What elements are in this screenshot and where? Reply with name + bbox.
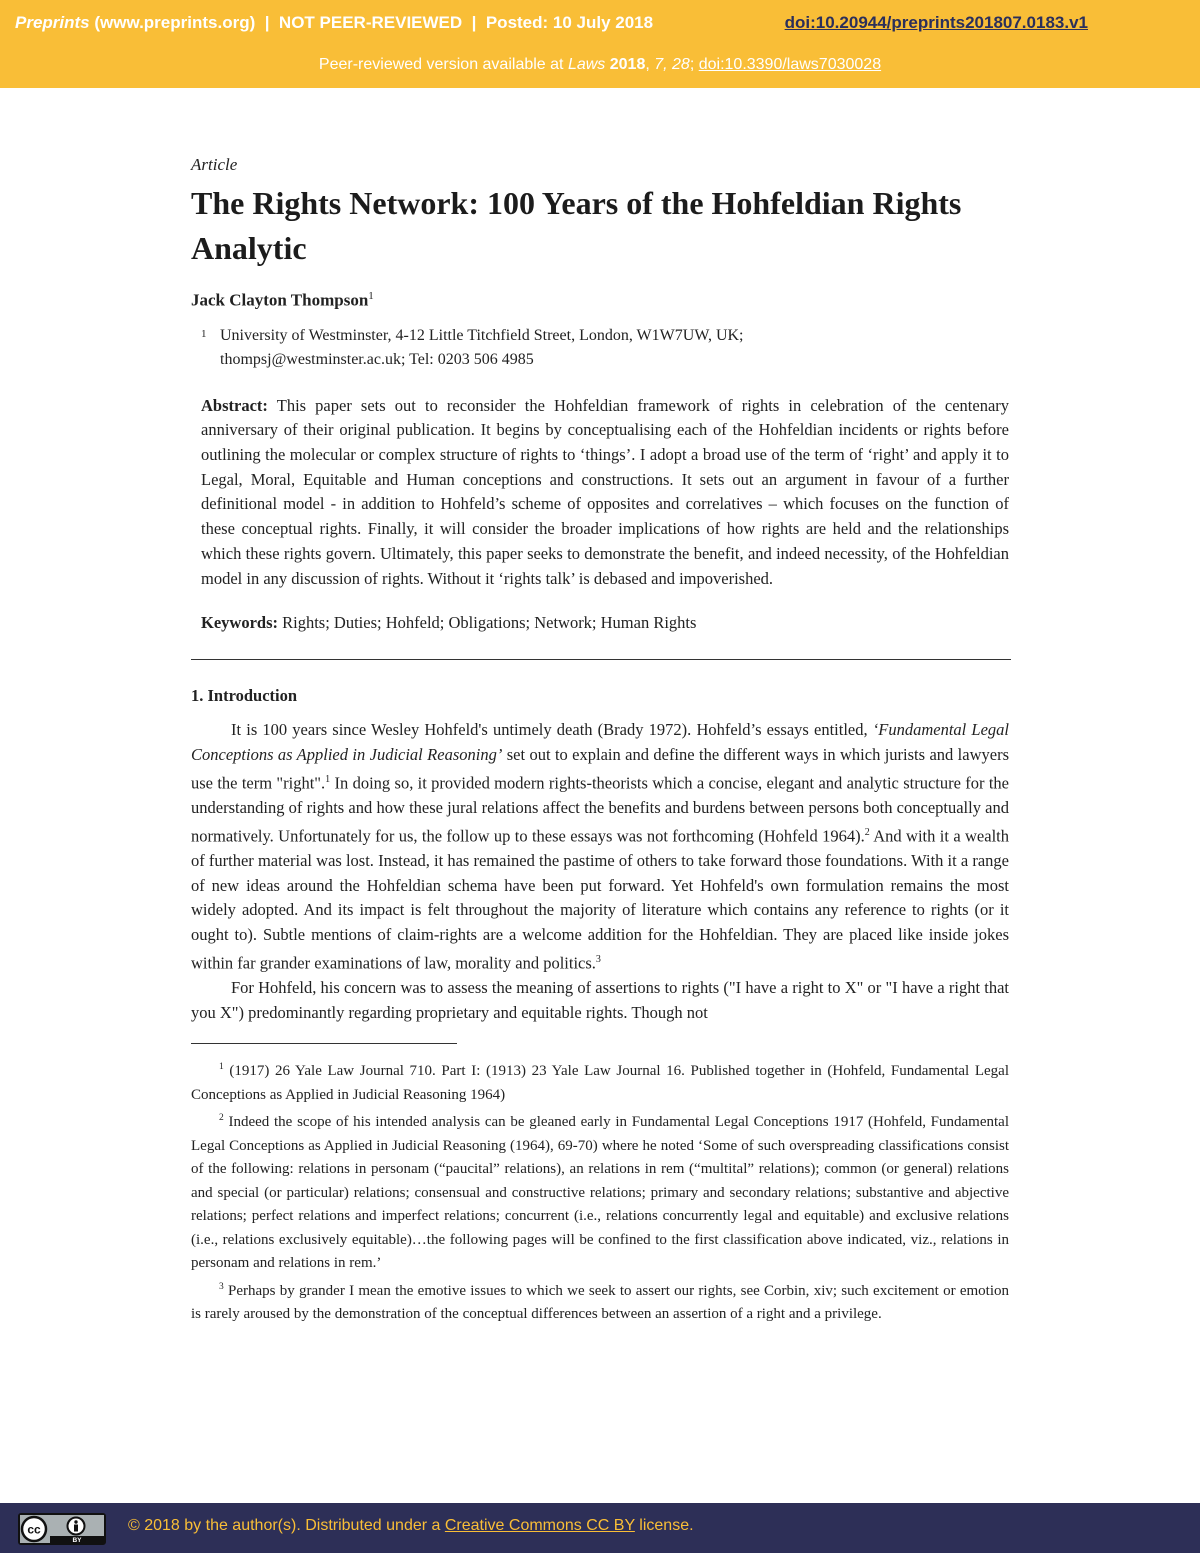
- affiliation-number: 1: [201, 327, 207, 340]
- abstract-text: This paper sets out to reconsider the Hohfeldian framework of rights in celebration of the centenary anniversary of their original publication. It begins by conceptualising each of the Hohfeldian incidents or rights before outlining the molecular or complex structure of rights to ‘things’. I adopt a broad use of the term of ‘right’ and apply it to Legal, Moral, Equitable and Human conceptions and constructions. It sets out an argument in favour of a further definitional model - in addition to Hohfeld’s scheme of opposites and correlatives – which focuses on the function of these conceptual rights. Finally, it will consider the broader implications of how rights are held and the relationships which these rights govern. Ultimately, this paper seeks to demonstrate the benefit, and indeed necessity, of the Hohfeldian model in any discussion of rights. Without it ‘rights talk’ is debased and impoverished.: [201, 395, 1010, 588]
- author-affil-marker: 1: [368, 290, 374, 302]
- preprints-site-link[interactable]: (www.preprints.org): [94, 13, 256, 32]
- preprint-doi-link[interactable]: doi:10.20944/preprints201807.0183.v1: [784, 13, 1088, 32]
- abstract: [201, 394, 1009, 592]
- journal-doi-link[interactable]: doi:10.3390/laws7030028: [698, 56, 882, 73]
- creative-commons-by-icon[interactable]: [18, 1513, 106, 1545]
- header-separator: |: [471, 13, 477, 32]
- review-status: NOT PEER-REVIEWED: [278, 13, 463, 32]
- header-separator: |: [264, 13, 270, 32]
- license-footer-bar: [0, 1503, 1200, 1553]
- section-divider: [191, 659, 1011, 660]
- footnote-ref[interactable]: 2: [864, 826, 870, 838]
- footnote-number: 2: [219, 1113, 224, 1124]
- journal-year: 2018: [609, 56, 646, 73]
- posted-date: Posted: 10 July 2018: [485, 13, 654, 32]
- keywords-label: Keywords:: [201, 613, 278, 633]
- footnotes: [191, 1056, 1009, 1327]
- body-paragraph: It is 100 years since Wesley Hohfeld's untimely death (Brady 1972). Hohfeld’s essays entitled, ‘Fundamental Legal Conceptions as Applied in Judicial Reasoning’ set out to explain and define the different ways in which jurists and lawyers use the term "right".$^1$ In doing so, it provided modern rights-theorists which a concise, elegant and analytic structure for the understanding of rights and how these jural relations affect the benefits and burdens between persons both conceptually and normatively. Unfortunately for us, the follow up to these essays was not forthcoming (Hohfeld 1964).$^2$ And with it a wealth of further material was lost. Instead, it has remained the pastime of others to take forward those foundations. With it a range of new ideas around the Hohfeldian schema have been put forward. Yet Hohfeld's own formulation remains the most widely adopted. And its impact is felt throughout the majority of literature which contains any reference to rights (or it ought to). Subtle mentions of claim-rights are a welcome addition for the Hohfeldian. They are placed like inside jokes within far grander examinations of law, morality and politics.$^3$: [191, 720, 1010, 973]
- abstract-label: Abstract:: [201, 395, 268, 415]
- footnote-ref[interactable]: 1: [325, 773, 331, 785]
- footnote-divider: [191, 1043, 457, 1044]
- keywords-text: Rights; Duties; Hohfeld; Obligations; Network; Human Rights: [282, 613, 697, 633]
- cc-by-license-link[interactable]: Creative Commons CC BY: [444, 1517, 635, 1534]
- author-name: [191, 290, 1009, 311]
- keywords: [201, 613, 1009, 633]
- license-text: [128, 1517, 694, 1535]
- peer-reviewed-prefix: Peer-reviewed version available at: [318, 56, 564, 73]
- author-name-text: Jack Clayton Thompson: [191, 290, 369, 310]
- introduction-body: [191, 718, 1009, 1025]
- journal-volume: 7, 28: [654, 56, 690, 73]
- footnote-number: 1: [219, 1062, 224, 1073]
- section-heading: 1. Introduction: [191, 686, 298, 706]
- affiliation-address: University of Westminster, 4-12 Little Titchfield Street, London, W1W7UW, UK;: [220, 326, 744, 344]
- footnote-number: 3: [219, 1281, 224, 1292]
- cc-badge-graphic: [20, 1515, 104, 1543]
- cc-by-label: BY: [72, 1537, 82, 1543]
- journal-name: Laws: [567, 56, 606, 73]
- preprints-header-bar: [0, 0, 1200, 88]
- footnote: $^2$ Indeed the scope of his intended analysis can be gleaned early in Fundamental Legal Conceptions 1917 (Hohfeld, Fundamental Legal Conceptions as Applied in Judicial Reasoning (1964), 69-70) where he noted ‘Some of such overspreading classifications consist of the following: relations in personam (“paucital” relations), an relations in rem (“multital” relations); common (or general) relations and special (or particular) relations; consensual and constructive relations; primary and secondary relations; substantive and abjective relations; perfect relations and imperfect relations; concurrent (i.e., relations concurrently legal and equitable) and exclusive relations (i.e., relations exclusively equitable)…the following pages will be confined to the first classification above indicated, viz., relations in personam and relations in rem.’: [191, 1113, 1010, 1272]
- license-prefix: © 2018 by the author(s). Distributed under a: [128, 1517, 441, 1534]
- paper-content: [191, 150, 1009, 1327]
- cited-work-title: ‘Fundamental Legal Conceptions as Applied in Judicial Reasoning’: [191, 720, 1010, 764]
- affiliation: [191, 324, 1009, 372]
- preprints-brand: Preprints: [15, 13, 90, 32]
- footnote: $^3$ Perhaps by grander I mean the emotive issues to which we seek to assert our rights, see Corbin, xiv; such excitement or emotion is rarely aroused by the demonstration of the conceptual differences between an assertion of a right and a privilege.: [191, 1281, 1010, 1323]
- header-row-main: [15, 13, 1088, 37]
- body-paragraph: For Hohfeld, his concern was to assess the meaning of assertions to rights ("I have a right to X" or "I have a right that you X") predominantly regarding proprietary and equitable rights. Though not: [191, 977, 1009, 1022]
- footnote: $^1$ (1917) 26 Yale Law Journal 710. Part I: (1913) 23 Yale Law Journal 16. Published together in (Hohfeld, Fundamental Legal Conceptions as Applied in Judicial Reasoning 1964): [191, 1062, 1009, 1103]
- header-left-info: [15, 13, 653, 33]
- footnote-ref[interactable]: 3: [595, 953, 601, 965]
- license-suffix: license.: [639, 1517, 694, 1534]
- article-type: Article: [191, 155, 238, 174]
- paper-title: The Rights Network: 100 Years of the Hohfeldian Rights Analytic: [191, 185, 962, 266]
- svg-text:cc: cc: [27, 1522, 41, 1537]
- affiliation-contact: thompsj@westminster.ac.uk; Tel: 0203 506 4985: [220, 350, 534, 368]
- peer-reviewed-notice: Peer-reviewed version available at Laws 2018, 7, 28; doi:10.3390/laws7030028: [318, 56, 882, 73]
